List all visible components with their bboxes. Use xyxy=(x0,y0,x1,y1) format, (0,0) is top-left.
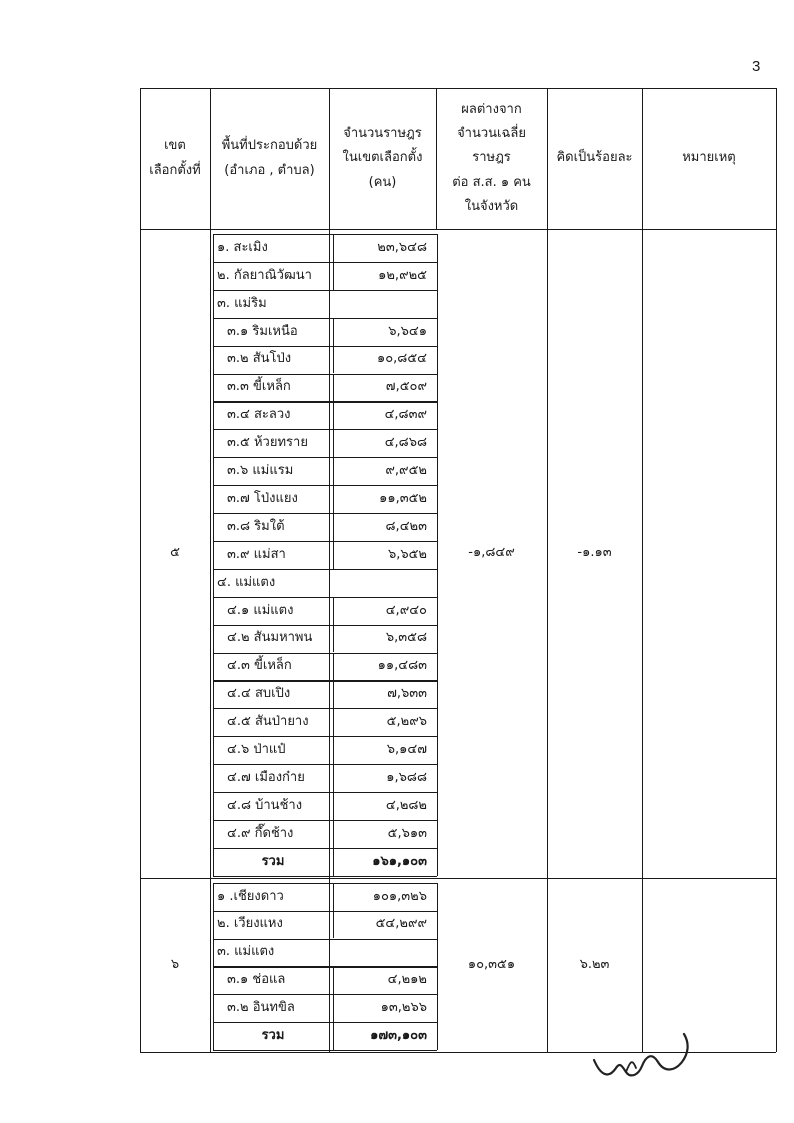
area-group-label: ๔. แม่แตง xyxy=(217,574,276,590)
table-vline xyxy=(333,680,334,708)
table-vline xyxy=(333,429,334,457)
area-population: ๑๐,๘๕๔ xyxy=(376,351,427,367)
page-number: 3 xyxy=(752,58,761,75)
area-population: ๔,๘๓๙ xyxy=(384,407,427,423)
area-name: ๓.๖ แม่แรม xyxy=(227,463,294,478)
area-name: ๓.๙ แม่สา xyxy=(227,546,286,562)
header-population-line: (คน) xyxy=(368,174,397,190)
table-hline xyxy=(213,234,437,235)
header-district-line: เขต xyxy=(164,138,186,154)
header-area-line: พื้นที่ประกอบด้วย xyxy=(221,138,318,154)
area-population: ๒๓,๖๔๘ xyxy=(377,239,427,255)
area-population: ๖,๖๔๑ xyxy=(388,323,427,339)
table-hline xyxy=(213,736,437,737)
area-name: ๓.๒ สันโป่ง xyxy=(227,351,292,367)
table-hline xyxy=(213,374,437,375)
table-hline xyxy=(213,883,437,884)
table-hline xyxy=(213,939,437,940)
area-population: ๕๔,๒๙๙ xyxy=(375,916,427,932)
area-name: ๑. สะเมิง xyxy=(217,239,268,255)
table-vline xyxy=(333,625,334,653)
table-hline xyxy=(213,680,437,681)
table-hline xyxy=(213,569,437,570)
area-population: ๑๐๑,๓๒๖ xyxy=(372,888,427,904)
header-difference-line: จำนวนเฉลี่ย xyxy=(457,126,526,142)
area-name: ๒. กัลยาณิวัฒนา xyxy=(217,267,312,283)
header-difference-line: ผลต่างจาก xyxy=(461,102,522,118)
area-name: ๔.๙ กึ๊ดช้าง xyxy=(227,825,294,841)
table-hline xyxy=(213,653,437,654)
table-vline xyxy=(436,88,437,229)
district-number: ๕ xyxy=(170,545,180,561)
total-label: รวม xyxy=(261,853,285,869)
area-population: ๘,๔๒๓ xyxy=(385,518,427,534)
table-vline xyxy=(333,346,334,374)
header-difference-line: ราษฎร xyxy=(472,150,511,166)
area-population: ๔,๒๑๒ xyxy=(387,972,427,988)
table-vline xyxy=(333,541,334,569)
table-hline xyxy=(213,764,437,765)
area-name: ๒. เวียงแหง xyxy=(217,916,283,932)
area-name: ๔.๗ เมืองก๋าย xyxy=(227,769,305,785)
table-vline xyxy=(333,848,334,876)
area-population: ๔,๙๔๐ xyxy=(385,602,427,618)
table-hline xyxy=(213,429,437,430)
table-hline xyxy=(213,966,437,967)
area-population: ๔,๒๘๒ xyxy=(385,797,427,813)
table-vline xyxy=(333,653,334,681)
table-hline xyxy=(213,708,437,709)
table-hline xyxy=(213,290,437,291)
area-name: ๔.๕ สันป่ายาง xyxy=(227,714,309,730)
header-difference xyxy=(436,88,547,229)
table-vline xyxy=(333,513,334,541)
table-vline xyxy=(333,792,334,820)
table-hline xyxy=(213,625,437,626)
table-vline xyxy=(333,262,334,290)
table-vline xyxy=(333,318,334,346)
table-vline xyxy=(140,88,141,1052)
table-hline xyxy=(213,346,437,347)
area-name: ๔.๖ ป่าแป๋ xyxy=(227,742,286,757)
table-hline xyxy=(213,597,437,598)
area-name: ๔.๑ แม่แตง xyxy=(227,602,294,618)
area-name: ๓.๑ ริมเหนือ xyxy=(227,323,298,339)
district-percent: ๖.๒๓ xyxy=(579,956,610,972)
area-population: ๖,๓๕๘ xyxy=(385,630,427,646)
table-vline xyxy=(333,736,334,764)
table-hline xyxy=(213,541,437,542)
table-hline xyxy=(213,792,437,793)
area-name: ๓.๘ ริมใต้ xyxy=(227,518,285,534)
table-vline xyxy=(333,457,334,485)
table-vline xyxy=(776,88,777,1052)
table-vline xyxy=(333,1022,334,1050)
table-hline xyxy=(213,457,437,458)
table-hline xyxy=(213,401,437,402)
table-vline xyxy=(333,708,334,736)
area-name: ๔.๓ ขี้เหล็ก xyxy=(227,658,292,674)
area-population: ๕,๒๙๖ xyxy=(386,714,427,730)
district-difference: ๑๐,๓๕๑ xyxy=(467,956,516,972)
table-vline xyxy=(333,820,334,848)
header-percent xyxy=(547,88,642,229)
header-area-line: (อำเภอ , ตำบล) xyxy=(224,162,315,178)
table-vline xyxy=(333,994,334,1022)
header-district-line: เลือกตั้งที่ xyxy=(149,162,201,178)
table-vline xyxy=(329,88,330,1052)
area-population: ๑๓,๒๖๖ xyxy=(380,1000,427,1016)
table-hline xyxy=(213,820,437,821)
total-label: รวม xyxy=(261,1028,285,1043)
total-population: ๑๖๑,๑๐๓ xyxy=(372,853,427,869)
table-vline xyxy=(333,966,334,994)
table-vline xyxy=(642,88,643,1052)
table-hline xyxy=(213,262,437,263)
header-difference-line: ต่อ ส.ส. ๑ คน xyxy=(452,174,531,190)
table-hline xyxy=(140,88,776,89)
header-percent-line: คิดเป็นร้อยละ xyxy=(556,150,633,166)
area-population: ๗,๕๐๙ xyxy=(385,379,427,395)
area-name: ๓.๕ ห้วยทราย xyxy=(227,435,308,451)
header-population-line: จำนวนราษฎร xyxy=(343,126,422,142)
area-name: ๓.๔ สะลวง xyxy=(227,407,291,423)
area-name: ๓.๒ อินทขิล xyxy=(227,1000,295,1016)
header-remark xyxy=(642,88,776,229)
area-population: ๔,๘๖๘ xyxy=(384,435,427,451)
area-population: ๕,๖๑๓ xyxy=(387,825,427,841)
header-remark-line: หมายเหตุ xyxy=(682,150,736,166)
area-population: ๑๑,๔๘๓ xyxy=(377,658,427,674)
area-name: ๔.๔ สบเปิง xyxy=(227,686,291,702)
table-vline xyxy=(333,401,334,429)
district-difference: -๑,๘๔๙ xyxy=(468,545,515,561)
header-district xyxy=(140,88,210,229)
area-group-label: ๓. แม่ริม xyxy=(217,295,267,311)
area-name: ๓.๑ ช่อแล xyxy=(227,972,286,988)
table-hline xyxy=(213,911,437,912)
table-hline xyxy=(213,1050,437,1051)
area-population: ๖,๑๔๗ xyxy=(386,742,427,757)
table-hline xyxy=(213,513,437,514)
table-hline xyxy=(213,848,437,849)
total-population: ๑๗๓,๑๐๓ xyxy=(370,1028,427,1043)
area-population: ๑๒,๙๒๕ xyxy=(378,267,427,283)
area-population: ๖,๖๕๒ xyxy=(387,546,427,562)
table-vline xyxy=(333,597,334,625)
header-area xyxy=(210,88,329,229)
table-hline xyxy=(213,1022,437,1023)
area-name: ๓.๓ ขี้เหล็ก xyxy=(227,379,291,395)
table-hline xyxy=(213,994,437,995)
district-percent: -๑.๑๓ xyxy=(577,545,612,561)
area-population: ๙,๙๕๒ xyxy=(385,463,427,478)
table-hline xyxy=(213,318,437,319)
area-population: ๗,๖๓๓ xyxy=(387,686,427,702)
table-vline xyxy=(210,88,211,1052)
table-hline xyxy=(213,485,437,486)
table-vline xyxy=(333,374,334,402)
header-population xyxy=(329,88,436,229)
table-vline xyxy=(213,234,214,876)
area-name: ๑ .เชียงดาว xyxy=(217,888,284,904)
area-group-label: ๓. แม่แตง xyxy=(217,944,275,960)
area-population: ๑,๖๘๘ xyxy=(386,769,427,785)
table-vline xyxy=(333,485,334,513)
population-table xyxy=(140,88,776,1053)
table-vline xyxy=(333,883,334,911)
area-name: ๓.๗ โป่งแยง xyxy=(227,490,298,506)
table-vline xyxy=(333,764,334,792)
header-population-line: ในเขตเลือกตั้ง xyxy=(342,150,423,166)
table-vline xyxy=(333,234,334,262)
area-name: ๔.๒ สันมหาพน xyxy=(227,630,313,646)
district-number: ๖ xyxy=(170,956,180,972)
handwritten-signature xyxy=(586,1022,696,1084)
area-population: ๑๑,๓๕๒ xyxy=(379,490,427,506)
table-vline xyxy=(333,911,334,939)
area-name: ๔.๘ บ้านช้าง xyxy=(227,797,303,813)
header-difference-line: ในจังหวัด xyxy=(464,198,519,214)
table-vline xyxy=(547,88,548,1052)
table-hline xyxy=(213,876,437,877)
table-vline xyxy=(213,883,214,1050)
